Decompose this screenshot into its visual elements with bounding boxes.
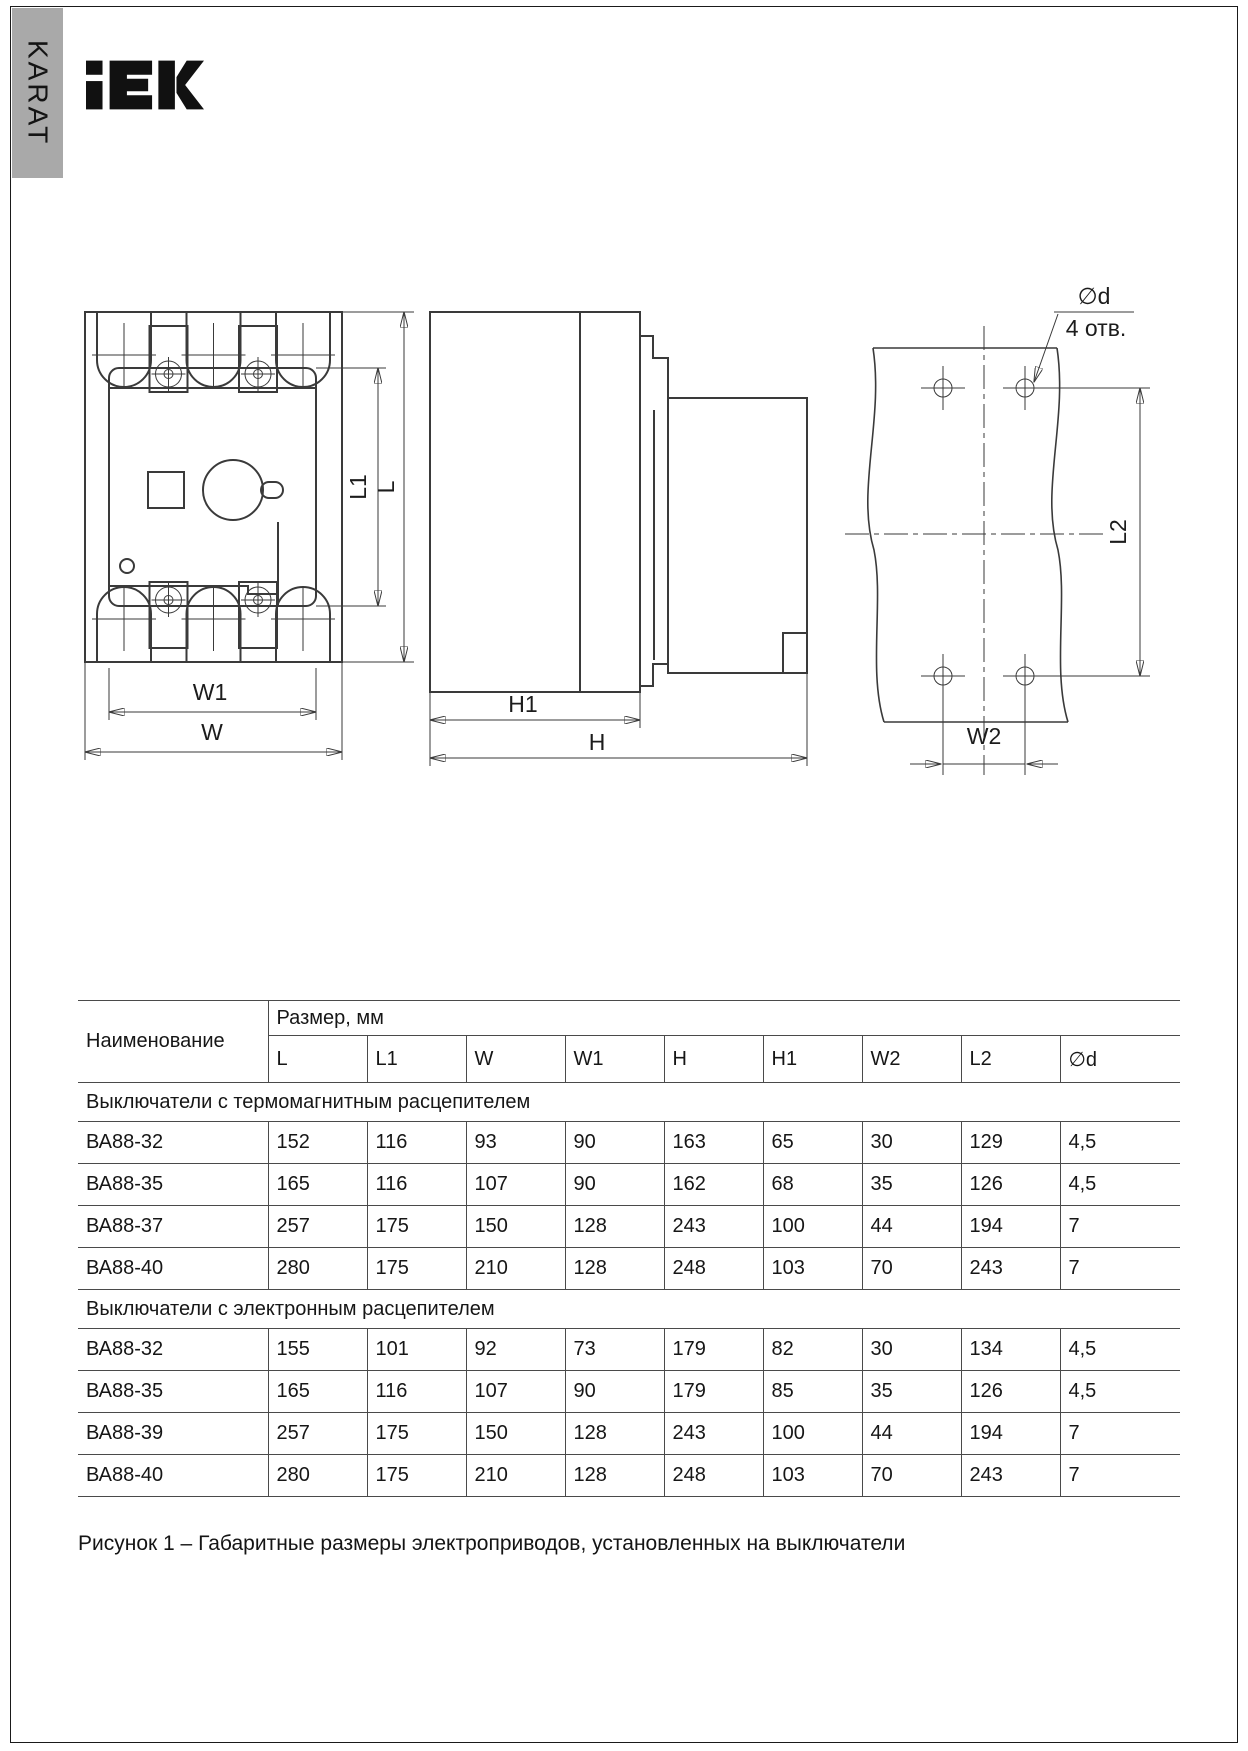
cell-w2: 44	[862, 1413, 961, 1455]
dim-label-l2: L2	[1105, 519, 1131, 545]
dimensions-table	[78, 1000, 1180, 1497]
cell-w2: 30	[862, 1329, 961, 1371]
section-title-thermomagnetic	[78, 1083, 1180, 1122]
cell-h: 248	[664, 1455, 763, 1497]
header-col-h1: H1	[763, 1036, 862, 1083]
cell-h: 179	[664, 1371, 763, 1413]
cell-h1: 100	[763, 1206, 862, 1248]
dim-label-hole-diameter: ∅d	[1077, 283, 1111, 309]
front-view	[85, 312, 414, 760]
cell-w2: 70	[862, 1455, 961, 1497]
cell-h: 162	[664, 1164, 763, 1206]
cell-h: 179	[664, 1329, 763, 1371]
cell-l2: 129	[961, 1122, 1060, 1164]
cell-d: 7	[1060, 1455, 1180, 1497]
cell-l1: 175	[367, 1206, 466, 1248]
table-row	[78, 1248, 1180, 1290]
cell-w1: 90	[565, 1164, 664, 1206]
cell-l2: 243	[961, 1455, 1060, 1497]
cell-l1: 101	[367, 1329, 466, 1371]
iek-logo	[86, 54, 204, 116]
header-col-w1: W1	[565, 1036, 664, 1083]
cell-name: ВА88-40	[78, 1248, 268, 1290]
cell-w1: 90	[565, 1371, 664, 1413]
cell-h1: 82	[763, 1329, 862, 1371]
cell-w: 210	[466, 1455, 565, 1497]
cell-w: 150	[466, 1413, 565, 1455]
table-row	[78, 1455, 1180, 1497]
side-view-dimensions	[430, 673, 807, 766]
cell-d: 7	[1060, 1248, 1180, 1290]
cell-w1: 128	[565, 1206, 664, 1248]
cell-l1: 175	[367, 1455, 466, 1497]
table-row	[78, 1413, 1180, 1455]
cell-w2: 30	[862, 1122, 961, 1164]
table-header-row-1	[78, 1001, 1180, 1036]
cell-name: ВА88-37	[78, 1206, 268, 1248]
header-col-h: H	[664, 1036, 763, 1083]
front-view-centerlines	[92, 323, 335, 651]
cell-l2: 126	[961, 1371, 1060, 1413]
cell-h1: 68	[763, 1164, 862, 1206]
figure-caption: Рисунок 1 – Габаритные размеры электроприводов, установленных на выключатели	[78, 1532, 906, 1555]
header-col-w2: W2	[862, 1036, 961, 1083]
cell-h1: 103	[763, 1455, 862, 1497]
cell-w2: 35	[862, 1371, 961, 1413]
section-title-label: Выключатели с электронным расцепителем	[78, 1290, 1180, 1329]
cell-d: 7	[1060, 1413, 1180, 1455]
dim-label-holes-count: 4 отв.	[1065, 315, 1127, 341]
cell-l1: 116	[367, 1122, 466, 1164]
header-col-l1: L1	[367, 1036, 466, 1083]
cell-name: ВА88-32	[78, 1329, 268, 1371]
dim-label-l: L	[373, 480, 399, 494]
cell-w: 107	[466, 1371, 565, 1413]
mounting-plate-outline	[868, 348, 1068, 722]
cell-w1: 73	[565, 1329, 664, 1371]
cell-name: ВА88-39	[78, 1413, 268, 1455]
cell-h1: 100	[763, 1413, 862, 1455]
cell-w1: 128	[565, 1413, 664, 1455]
cell-l1: 116	[367, 1164, 466, 1206]
mounting-view	[845, 283, 1150, 775]
cell-h: 243	[664, 1206, 763, 1248]
side-view	[430, 312, 807, 766]
cell-w1: 128	[565, 1248, 664, 1290]
header-name: Наименование	[78, 1001, 268, 1083]
cell-w: 92	[466, 1329, 565, 1371]
cell-l: 155	[268, 1329, 367, 1371]
table-row	[78, 1371, 1180, 1413]
cell-l2: 134	[961, 1329, 1060, 1371]
cell-l: 165	[268, 1371, 367, 1413]
cell-w1: 90	[565, 1122, 664, 1164]
cell-w2: 70	[862, 1248, 961, 1290]
cell-d: 4,5	[1060, 1164, 1180, 1206]
cell-h: 243	[664, 1413, 763, 1455]
table-row	[78, 1329, 1180, 1371]
cell-d: 4,5	[1060, 1329, 1180, 1371]
cell-l: 280	[268, 1248, 367, 1290]
cell-w: 93	[466, 1122, 565, 1164]
table-row	[78, 1206, 1180, 1248]
cell-l: 280	[268, 1455, 367, 1497]
cell-l2: 194	[961, 1413, 1060, 1455]
cell-w2: 44	[862, 1206, 961, 1248]
cell-l: 257	[268, 1413, 367, 1455]
cell-d: 7	[1060, 1206, 1180, 1248]
cell-name: ВА88-35	[78, 1164, 268, 1206]
dim-label-w2: W2	[966, 723, 1002, 749]
table-row	[78, 1164, 1180, 1206]
cell-w: 210	[466, 1248, 565, 1290]
cell-l2: 126	[961, 1164, 1060, 1206]
section-title-electronic	[78, 1290, 1180, 1329]
cell-name: ВА88-40	[78, 1455, 268, 1497]
cell-w1: 128	[565, 1455, 664, 1497]
side-view-outline	[430, 312, 807, 692]
dim-label-l1: L1	[345, 474, 371, 500]
dim-label-h: H	[588, 729, 606, 755]
cell-name: ВА88-35	[78, 1371, 268, 1413]
cell-l2: 194	[961, 1206, 1060, 1248]
karat-sidebar-label: KARAT	[22, 39, 54, 147]
cell-l1: 116	[367, 1371, 466, 1413]
header-col-d: ∅d	[1060, 1036, 1180, 1083]
mounting-centerlines	[845, 326, 1108, 775]
cell-w: 150	[466, 1206, 565, 1248]
cell-d: 4,5	[1060, 1371, 1180, 1413]
section-title-label: Выключатели с термомагнитным расцепителем	[78, 1083, 1180, 1122]
cell-l: 257	[268, 1206, 367, 1248]
dimension-drawings	[0, 270, 1248, 830]
table-row	[78, 1122, 1180, 1164]
header-col-w: W	[466, 1036, 565, 1083]
cell-l2: 243	[961, 1248, 1060, 1290]
cell-h1: 85	[763, 1371, 862, 1413]
cell-l: 165	[268, 1164, 367, 1206]
cell-h1: 103	[763, 1248, 862, 1290]
cell-l: 152	[268, 1122, 367, 1164]
cell-h: 248	[664, 1248, 763, 1290]
cell-l1: 175	[367, 1248, 466, 1290]
front-view-dimensions	[85, 312, 414, 760]
iek-logo-glyphs	[86, 61, 204, 110]
dim-label-w: W	[201, 719, 223, 745]
cell-h1: 65	[763, 1122, 862, 1164]
header-col-l2: L2	[961, 1036, 1060, 1083]
header-col-l: L	[268, 1036, 367, 1083]
cell-h: 163	[664, 1122, 763, 1164]
cell-d: 4,5	[1060, 1122, 1180, 1164]
cell-name: ВА88-32	[78, 1122, 268, 1164]
dim-label-h1: H1	[508, 691, 538, 717]
header-size: Размер, мм	[268, 1001, 1180, 1036]
cell-w: 107	[466, 1164, 565, 1206]
cell-l1: 175	[367, 1413, 466, 1455]
cell-w2: 35	[862, 1164, 961, 1206]
karat-sidebar	[12, 8, 63, 178]
dim-label-w1: W1	[192, 679, 228, 705]
